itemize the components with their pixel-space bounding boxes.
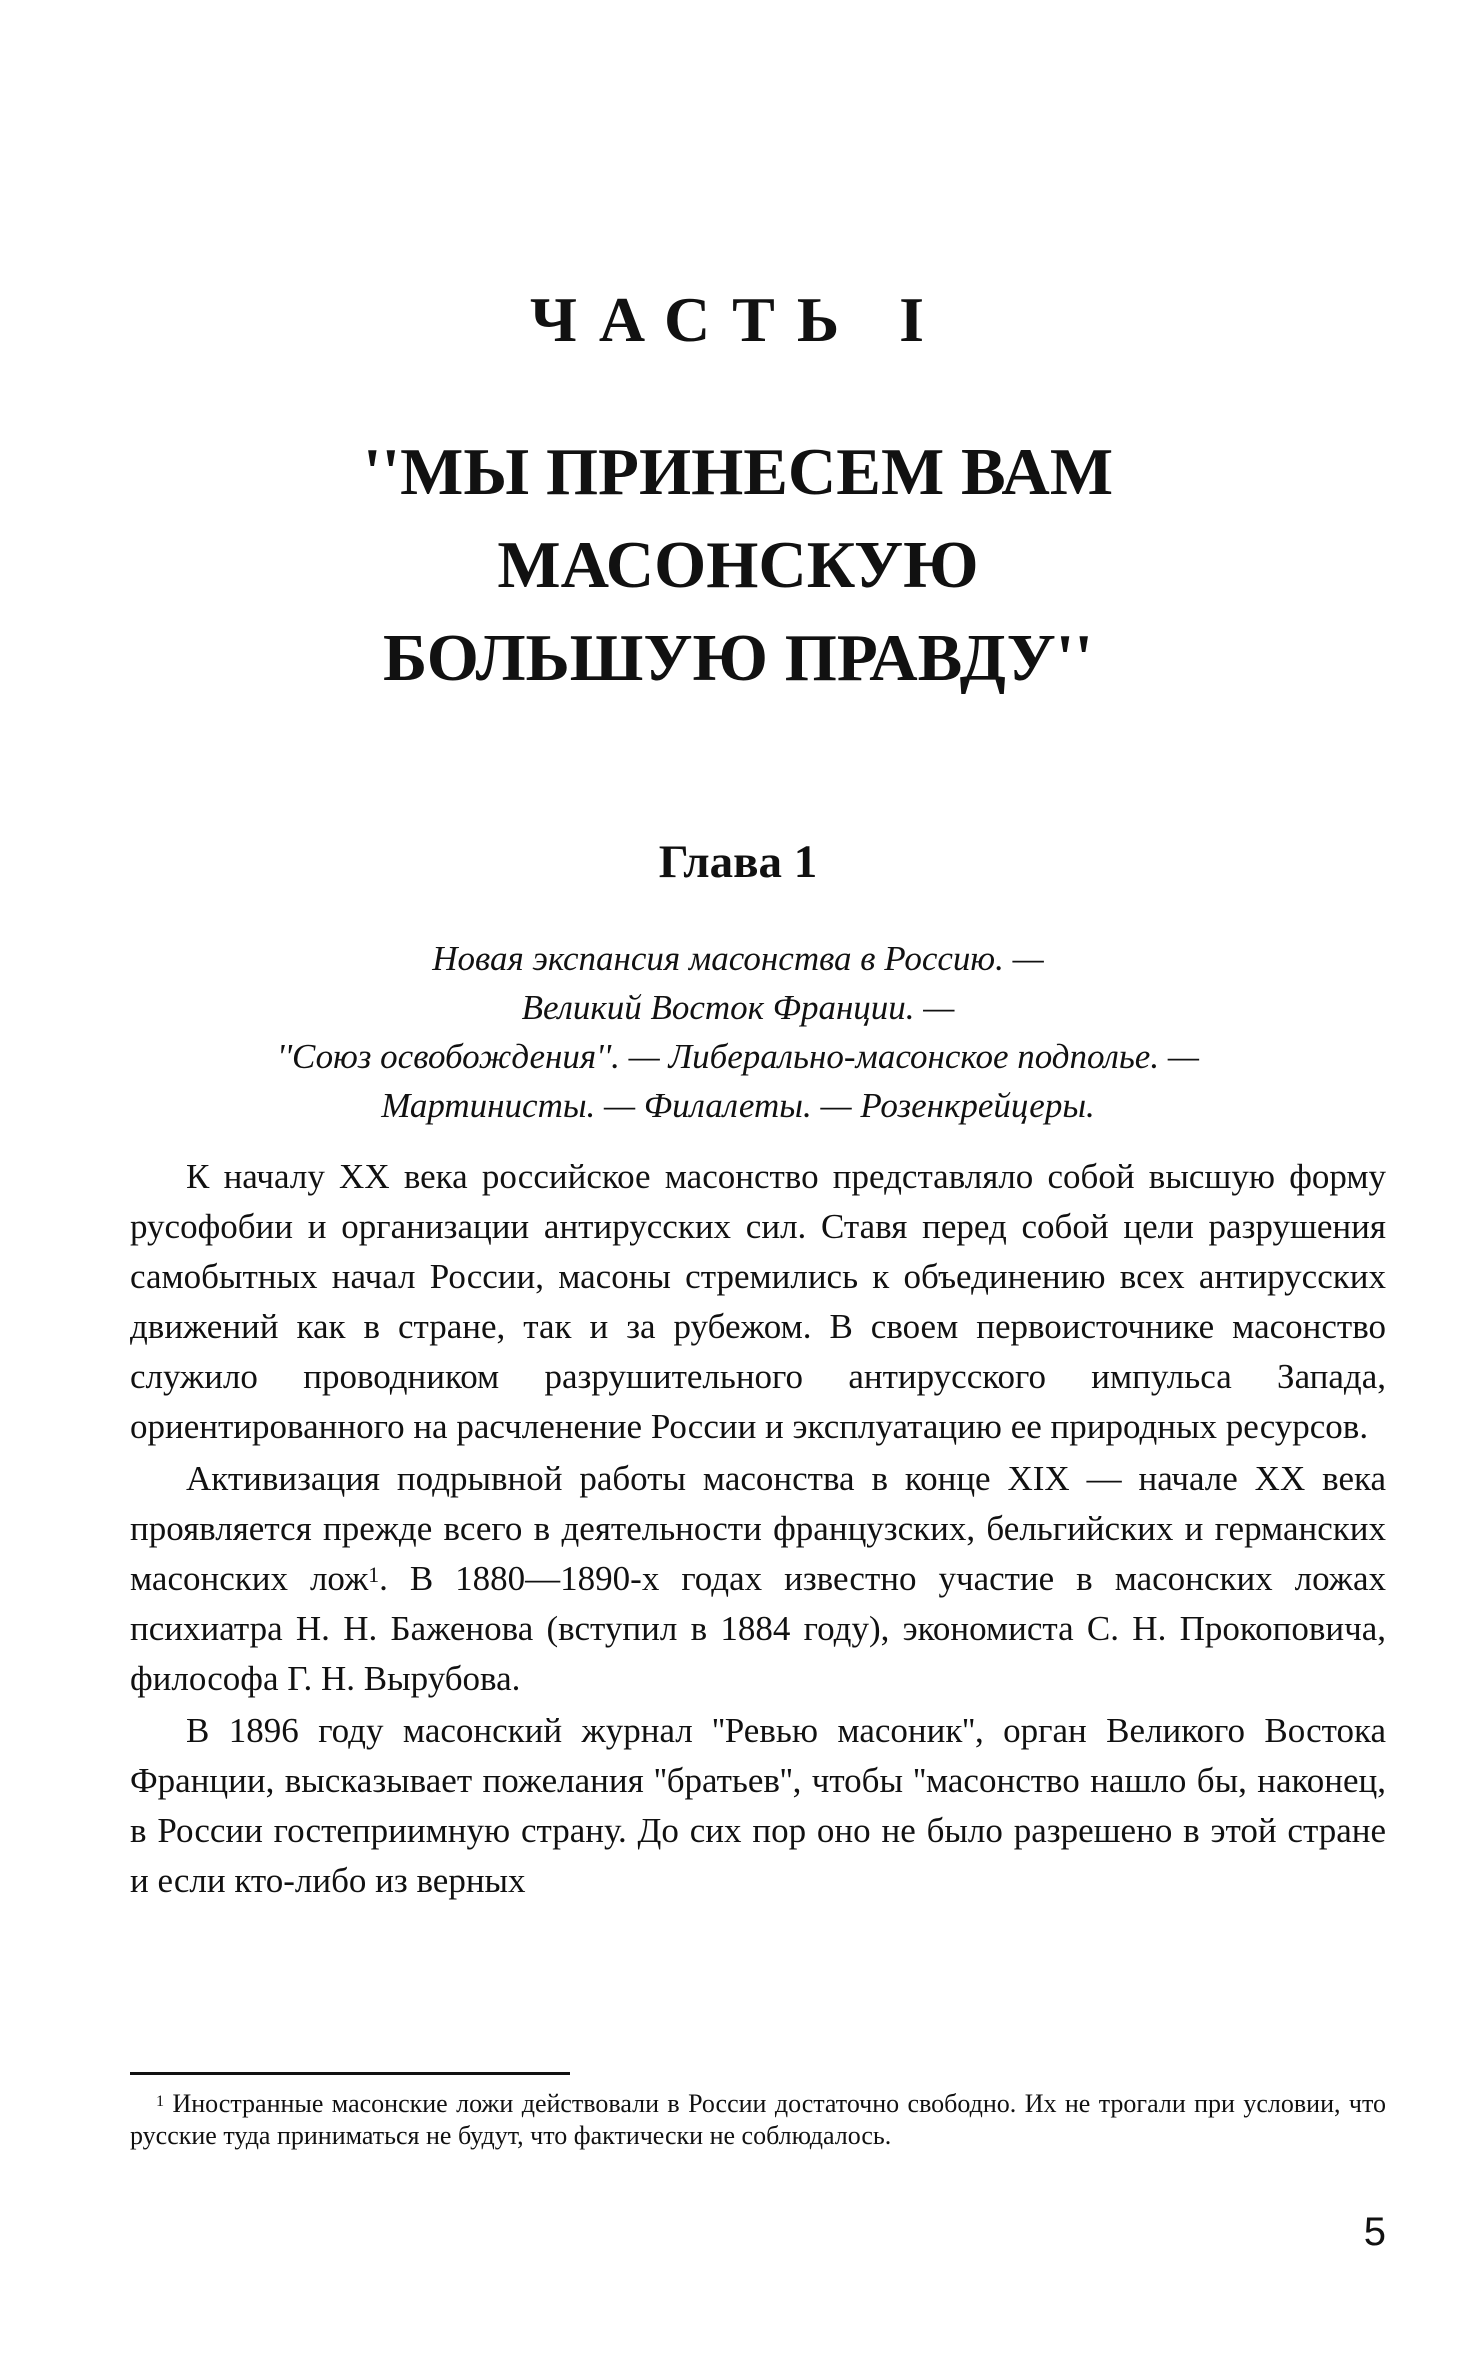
paragraph-2-text-before: Активизация подрывной работы масонства в конце XIX — начале XX века проявляется прежде всего в деятельности французских, бельгийских и германских масонских лож xyxy=(130,1459,1386,1598)
footnote-text: Иностранные масонские ложи действовали в России достаточно свободно. Их не трогали при условии, что русские туда приниматься не будут, что фактически не соблюдалось. xyxy=(130,2089,1386,2150)
epigraph-line-3: ''Союз освобождения''. — Либерально-масонское подполье. — xyxy=(277,1037,1199,1076)
part-title-line-3: БОЛЬШУЮ ПРАВДУ'' xyxy=(382,621,1094,695)
epigraph-line-4: Мартинисты. — Филалеты. — Розенкрейцеры. xyxy=(381,1086,1095,1125)
footnote-marker: 1 xyxy=(156,2093,165,2111)
part-title-line-1: ''МЫ ПРИНЕСЕМ ВАМ xyxy=(362,435,1114,509)
epigraph-line-1: Новая экспансия масонства в Россию. — xyxy=(432,939,1044,978)
footnote-reference: 1 xyxy=(368,1563,380,1588)
chapter-title: Глава 1 xyxy=(658,836,818,888)
paragraph-3: В 1896 году масонский журнал ''Ревью масоник'', орган Великого Востока Франции, высказывает пожелания ''братьев'', чтобы ''масонство нашло бы, наконец, в России гостеприимную страну. До сих пор оно не было разрешено в этой стране и если кто-либо из верных xyxy=(130,1711,1386,1900)
footnote xyxy=(130,2088,1386,2152)
paragraph-2-text-after: . В 1880—1890-х годах известно участие в масонских ложах психиатра Н. Н. Баженова (вступил в 1884 году), экономиста С. Н. Прокоповича, философа Г. Н. Вырубова. xyxy=(130,1559,1386,1698)
paragraph-2 xyxy=(130,1454,1386,1704)
footnote-divider xyxy=(130,2072,570,2075)
part-title xyxy=(0,426,1476,705)
page-number: 5 xyxy=(1363,2210,1386,2254)
paragraph-1: К началу XX века российское масонство представляло собой высшую форму русофобии и организации антирусских сил. Ставя перед собой цели разрушения самобытных начал России, масоны стремились к объединению всех антирусских движений как в стране, так и за рубежом. В своем первоисточнике масонство служило проводником разрушительного антирусского импульса Запада, ориентированного на расчленение России и эксплуатацию ее природных ресурсов. xyxy=(130,1157,1386,1446)
part-label: ЧАСТЬ I xyxy=(529,284,947,355)
part-title-line-2: МАСОНСКУЮ xyxy=(497,528,979,602)
chapter-epigraph xyxy=(0,934,1476,1130)
epigraph-line-2: Великий Восток Франции. — xyxy=(521,988,955,1027)
body-text xyxy=(130,1152,1386,1906)
